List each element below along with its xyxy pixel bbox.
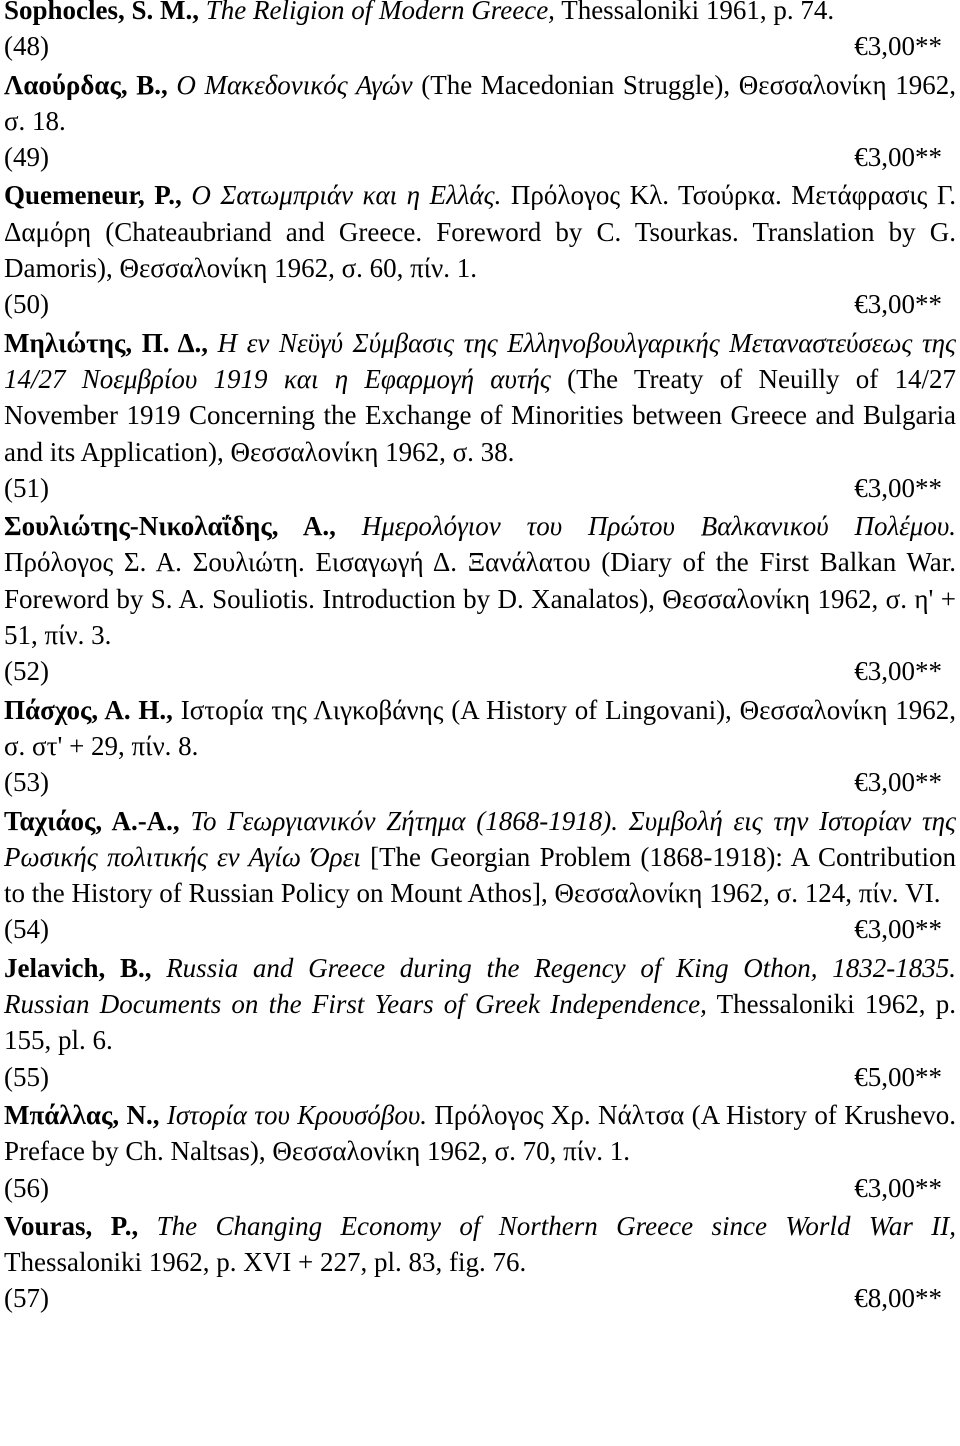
entry-price: €3,00** [854, 767, 942, 798]
entry-price: €3,00** [854, 142, 942, 173]
catalog-entry [4, 177, 956, 322]
entry-number-line [4, 1280, 956, 1316]
entry-number: (52) [4, 656, 49, 687]
entry-number: (55) [4, 1061, 49, 1092]
entry-details: Πρόλογος Σ. Α. Σουλιώτη. Εισαγωγή Δ. Ξανάλατου (Diary of the First Balkan War. Foreword by S. A. Souliotis. Introduction by D. Xanalatos), Θεσσαλονίκη 1962, σ. η' + 51, πίν. 3. [4, 547, 956, 651]
entry-title: The Religion of Modern Greece, [205, 0, 555, 25]
entry-description [4, 950, 956, 1059]
entry-details: Thessaloniki 1962, p. XVI + 227, pl. 83, fig. 76. [4, 1247, 527, 1278]
entry-title: Ιστορία του Κρουσόβου. [166, 1099, 427, 1130]
entry-description [4, 803, 956, 912]
entry-details: (The Macedonian Struggle), Θεσσαλονίκη 1962, σ. 18. [4, 69, 956, 136]
entry-number: (49) [4, 142, 49, 173]
entry-author: Vouras, P., [4, 1210, 139, 1241]
entry-description [4, 1097, 956, 1170]
entry-description [4, 1208, 956, 1281]
entry-author: Πάσχος, Α. Η., [4, 694, 173, 725]
entry-author: Quemeneur, P., [4, 180, 182, 211]
catalog-entry [4, 0, 956, 65]
entry-author: Sophocles, S. M., [4, 0, 200, 25]
entry-price: €8,00** [854, 1283, 942, 1314]
entry-number-line [4, 470, 956, 506]
entry-number: (53) [4, 767, 49, 798]
entry-number-line [4, 139, 956, 175]
entry-price: €3,00** [854, 914, 942, 945]
entry-number-line [4, 764, 956, 800]
entry-price: €3,00** [854, 656, 942, 687]
entry-author: Λαούρδας, Β., [4, 69, 168, 100]
entry-details: Πρόλογος Κλ. Τσούρκα. Μετάφρασις Γ. Δαμόρη (Chateaubriand and Greece. Foreword by C. Tsourkas. Translation by G. Damoris), Θεσσαλονίκη 1962, σ. 60, πίν. 1. [4, 180, 956, 284]
entry-price: €3,00** [854, 31, 942, 62]
entry-title: Ο Σατωμπριάν και η Ελλάς. [191, 180, 502, 211]
entry-details: Thessaloniki 1962, p. 155, pl. 6. [4, 989, 957, 1056]
catalog-entry [4, 950, 956, 1095]
entry-number-line [4, 1059, 956, 1095]
entry-author: Μηλιώτης, Π. Δ., [4, 327, 209, 358]
entry-number-line [4, 28, 956, 64]
catalog-entry [4, 508, 956, 689]
entry-title: Ο Μακεδονικός Αγών [176, 69, 413, 100]
entry-number: (48) [4, 31, 49, 62]
catalog-entry [4, 1097, 956, 1206]
entry-number: (56) [4, 1172, 49, 1203]
entry-author: Jelavich, B., [4, 952, 152, 983]
catalog-entry [4, 67, 956, 176]
entry-details: Ιστορία της Λιγκοβάνης (A History of Lingovani), Θεσσαλονίκη 1962, σ. στ' + 29, πίν. 8. [4, 694, 957, 761]
entry-price: €3,00** [854, 289, 942, 320]
entry-price: €3,00** [854, 1172, 942, 1203]
entry-number-line [4, 1170, 956, 1206]
catalog-entry [4, 325, 956, 506]
catalog-entry [4, 692, 956, 801]
entry-description [4, 67, 956, 140]
entry-price: €3,00** [854, 472, 942, 503]
catalog-entry [4, 803, 956, 948]
entry-author: Ταχιάος, Α.-Α., [4, 805, 180, 836]
entry-title: Ημερολόγιον του Πρώτου Βαλκανικού Πολέμου. [361, 511, 957, 542]
catalog-entry [4, 1208, 956, 1317]
entry-author: Μπάλλας, Ν., [4, 1099, 160, 1130]
entry-details: Πρόλογος Χρ. Νάλτσα (A History of Krushevo. Preface by Ch. Naltsas), Θεσσαλονίκη 1962, σ. 70, πίν. 1. [4, 1099, 957, 1167]
entry-title: Το Γεωργιανικόν Ζήτημα (1868-1918). Συμβολή εις την Ιστορίαν της Ρωσικής πολιτικής εν Αγίω Όρει [4, 805, 956, 872]
entry-details: Thessaloniki 1961, p. 74. [561, 0, 835, 25]
entry-description [4, 692, 956, 765]
entry-description [4, 0, 956, 28]
entry-number: (51) [4, 472, 49, 503]
entry-number: (50) [4, 289, 49, 320]
entry-description [4, 325, 956, 470]
entry-description [4, 508, 956, 653]
entry-title: Η εν Νεϋγύ Σύμβασις της Ελληνοβουλγαρικής Μεταναστεύσεως της 14/27 Νοεμβρίου 1919 και η Εφαρμογή αυτής [4, 327, 957, 394]
entry-number: (57) [4, 1283, 49, 1314]
entry-title: The Changing Economy of Northern Greece since World War II, [156, 1210, 957, 1241]
entry-details: (The Treaty of Neuilly of 14/27 November 1919 Concerning the Exchange of Minorities between Greece and Bulgaria and its Application), Θεσσαλονίκη 1962, σ. 38. [4, 363, 956, 467]
bibliography-catalog [4, 0, 956, 1319]
entry-number: (54) [4, 914, 49, 945]
entry-number-line [4, 653, 956, 689]
entry-title: Russia and Greece during the Regency of King Othon, 1832-1835. Russian Documents on the First Years of Greek Independence, [4, 952, 957, 1020]
entry-details: [The Georgian Problem (1868-1918): A Contribution to the History of Russian Policy on Mount Athos], Θεσσαλονίκη 1962, σ. 124, πίν. VI. [4, 841, 956, 909]
entry-number-line [4, 911, 956, 947]
entry-price: €5,00** [854, 1061, 942, 1092]
entry-author: Σουλιώτης-Νικολαΐδης, Α., [4, 511, 336, 542]
entry-number-line [4, 286, 956, 322]
entry-description [4, 177, 956, 286]
